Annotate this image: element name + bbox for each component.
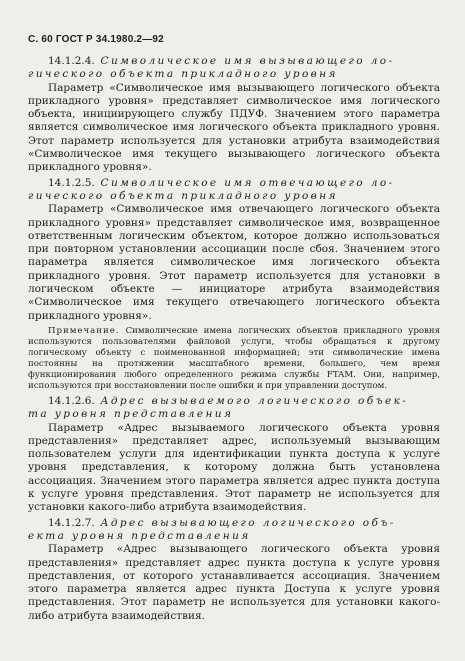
section-body: Параметр «Символическое имя отвечающего логического объекта прикладного уровня» представляет символическое имя, возвращенное ответственным логическим объектом, которое должно использоваться при повторном установлении ассоциации после сбоя. Значением этого параметра является символическое имя логического объекта прикладного уровня. Этот параметр используется для установки в логическом объекте — инициаторе атрибута взаимодействия «Символическое имя текущего отвечающего логического объекта прикладного уровня». [28, 203, 440, 322]
section-title-line1: Адрес вызываемого логического объек- [100, 394, 409, 407]
section-title-line1: Символическое имя вызывающего ло- [100, 55, 395, 67]
note-label: Примечание. [48, 325, 120, 336]
section-number: 14.1.2.7. [48, 516, 95, 529]
section-body: Параметр «Символическое имя вызывающего логического объекта прикладного уровня» представляет символическое имя логического объекта, инициирующего службу ПДУФ. Значением этого параметра является символическое имя логического объекта прикладного уровня. Этот параметр используется для установки атрибута взаимодействия «Символическое имя текущего вызывающего логического объекта прикладного уровня». [28, 81, 440, 174]
section-14-1-2-6 [28, 395, 440, 515]
section-14-1-2-7 [28, 517, 440, 623]
section-number: 14.1.2.6. [48, 394, 95, 407]
section-heading [28, 177, 440, 190]
section-14-1-2-5 [28, 177, 440, 392]
section-title-line2: гического объекта прикладного уровня [28, 68, 338, 81]
section-title-line2: гического объекта прикладного уровня [28, 189, 338, 202]
section-heading [28, 517, 440, 530]
section-number: 14.1.2.5. [48, 176, 95, 189]
page-content [28, 55, 440, 623]
section-title-line1: Символическое имя отвечающего ло- [100, 176, 395, 189]
section-body: Параметр «Адрес вызываемого логического объекта уровня представления» представляет адрес, используемый вызывающим пользователем услуги для идентификации пункта доступа к услуге уровня представления, к которому должна быть установлена ассоциация. Значением этого параметра является адрес пункта доступа к услуге уровня представления. Этот параметр не используется для установки какого-либо атрибута взаимодействия. [28, 421, 440, 514]
section-heading [28, 55, 440, 68]
section-title-line1: Адрес вызывающего логического объ- [100, 516, 396, 529]
section-title-line2: екта уровня представления [28, 529, 251, 542]
section-heading [28, 395, 440, 408]
section-number: 14.1.2.4. [48, 55, 95, 67]
page-header: С. 60 ГОСТ Р 34.1980.2—92 [28, 34, 164, 45]
section-body: Параметр «Адрес вызывающего логического объекта уровня представления» представляет адрес пункта доступа к услуге уровня представления, от которого устанавливается ассоциация. Значением этого параметра является адрес пункта Доступа к услуге уровня представления. Этот параметр не используется для установки какого-либо атрибута взаимодействия. [28, 543, 440, 622]
section-note [28, 326, 440, 392]
section-title-line2: та уровня представления [28, 408, 234, 421]
section-14-1-2-4 [28, 55, 440, 175]
note-text: Символические имена логических объектов прикладного уровня используются пользователями файловой услуги, чтобы обращаться к другому логическому объекту с поименованной информацией; эти символические имена постоянны на протяжении масштабного времени, большего, чем время функционирования любого определенного режима службы FTAM. Они, например, используются при восстановлении после ошибки и при управлении доступом. [28, 325, 440, 391]
